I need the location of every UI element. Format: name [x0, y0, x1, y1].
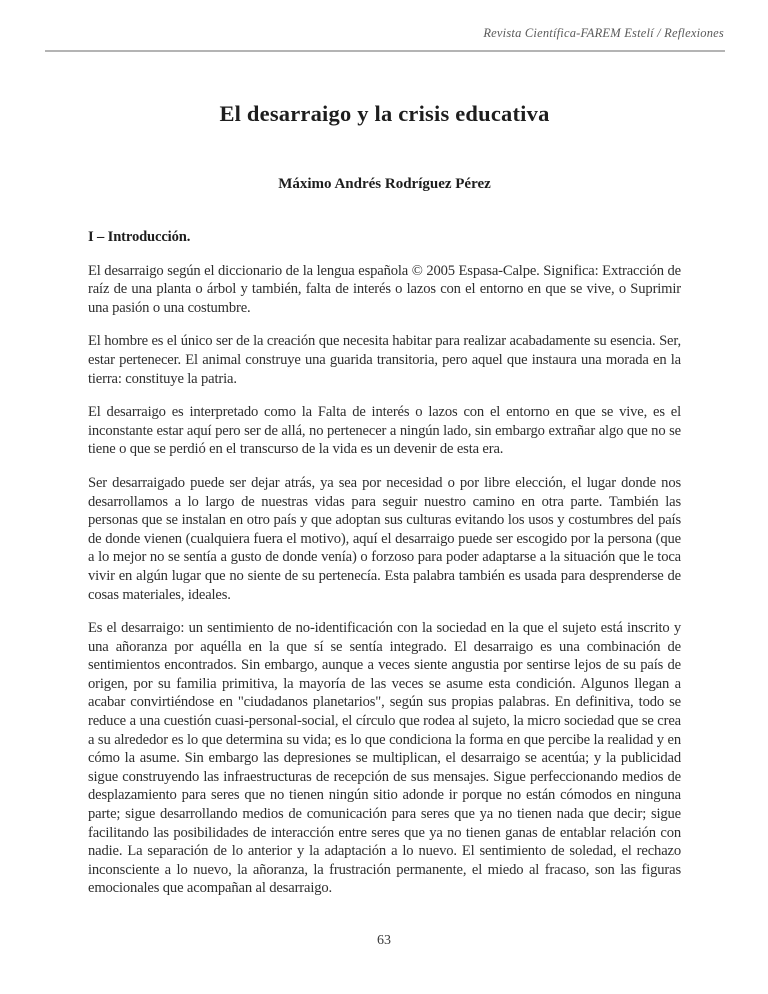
journal-header: Revista Científica-FAREM Estelí / Reflexiones — [483, 26, 724, 40]
paragraph-4: Ser desarraigado puede ser dejar atrás, ya sea por necesidad o por libre elección, el lugar donde nos desarrollamos a lo largo de nuestras vidas para seguir nuestro camino en otra parte. También las personas que se instalan en otro país y que adoptan sus culturas evitando los usos y costumbres del país de donde vienen (cualquiera fuera el motivo), aquí el desarraigo puede ser escogido por la persona (que a lo mejor no se sentía a gusto de donde venía) o forzoso para poder adaptarse a la situación que le toca vivir en algún lugar que no siente de su pertenecía. Esta palabra también es usada para desprenderse de cosas materiales, ideales. — [88, 474, 681, 603]
article-author: Máximo Andrés Rodríguez Pérez — [278, 176, 491, 192]
page-number: 63 — [377, 933, 391, 948]
paragraph-2: El hombre es el único ser de la creación que necesita habitar para realizar acabadamente su esencia. Ser, estar pertenecer. El animal construye una guarida transitoria, pero aquel que instaura una morada en la tierra: constituye la patria. — [88, 333, 681, 387]
paragraph-3: El desarraigo es interpretado como la Falta de interés o lazos con el entorno en que se vive, es el inconstante estar aquí pero ser de allá, no pertenecer a ningún lado, sin embargo extrañar algo que no se tiene o que se perdió en el transcurso de la vida es un devenir de esta era. — [88, 404, 681, 458]
article-title: El desarraigo y la crisis educativa — [219, 101, 550, 126]
article-body — [88, 228, 681, 898]
header-divider-rule — [45, 50, 725, 52]
section-heading-introduccion: I – Introducción. — [88, 229, 191, 245]
article-content — [88, 101, 681, 913]
paragraph-5: Es el desarraigo: un sentimiento de no-identificación con la sociedad en la que el sujeto está inscrito y una añoranza por aquélla en la que sí se sentía integrado. El desarraigo es una combinación de sentimientos encontrados. Sin embargo, aunque a veces siente angustia por sentirse lejos de su país de origen, por su familia primitiva, la mayoría de las veces se asume esta condición. Algunos llegan a acabar convirtiéndose en "ciudadanos planetarios", según sus propias palabras. En definitiva, todo se reduce a una cuestión cuasi-personal-social, el círculo que rodea al sujeto, la micro sociedad que se crea a su alrededor es lo que determina su vida; es lo que condiciona la forma en que percibe la realidad y en cómo la asume. Sin embargo las depresiones se multiplican, el desarraigo se acentúa; y la publicidad sigue construyendo las infraestructuras de recepción de sus mensajes. Sigue perfeccionando medios de desplazamiento para seres que no tienen ningún sitio adonde ir porque no están cómodos en ninguna parte; sigue desarrollando medios de comunicación para seres que ya no tienen nada que decir; sigue facilitando las posibilidades de interacción entre seres que ya no tienen ganas de entablar relación con nadie. La separación de lo anterior y la adaptación a lo nuevo. El sentimiento de soledad, el rechazo inconsciente a lo nuevo, la añoranza, la frustración permanente, el miedo al fracaso, son las figuras emocionales que acompañan al desarraigo. — [88, 620, 681, 897]
paragraph-1: El desarraigo según el diccionario de la lengua española © 2005 Espasa-Calpe. Significa: Extracción de raíz de una planta o árbol y también, falta de interés o lazos con el entorno en que se vive, o Suprimir una pasión o una costumbre. — [88, 262, 681, 316]
